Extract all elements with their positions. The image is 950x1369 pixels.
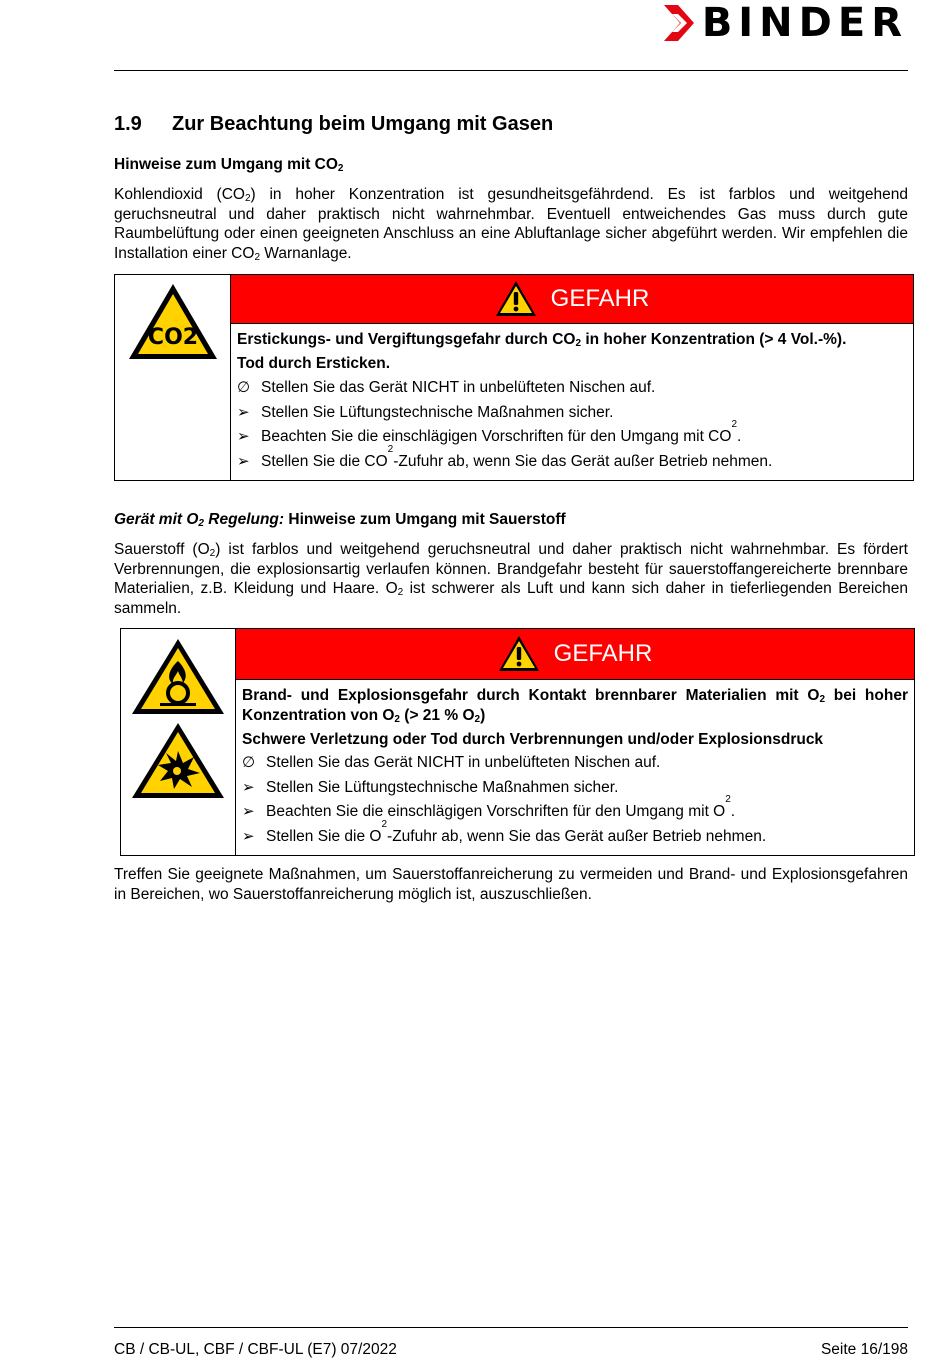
brand-name: BINDER [701, 0, 908, 46]
co2-signal-word: GEFAHR [550, 285, 650, 312]
exclamation-warning-icon [498, 635, 540, 673]
o2-measure-item: ➢ Beachten Sie die einschlägigen Vorschriften für den Umgang mit O 2 . [242, 794, 736, 820]
co2-consequence: Tod durch Ersticken. [237, 355, 391, 372]
o2-danger-content [236, 629, 914, 855]
co2-measure-item: ➢ Stellen Sie die CO 2 -Zufuhr ab, wenn Sie das Gerät außer Betrieb nehmen. [237, 443, 773, 470]
co2-paragraph: Kohlendioxid $(CO_2)$ in hoher Konzentration ist gesundheitsgefährdend. Es ist farblos und weitgehend geruchsneutral und daher praktisch nicht wahrnehmbar. Eventuell entweichendes Gas muss durch gute Raumbelüftung oder einen geeigneten Anschluss an eine Abluftanlage sicher abgeführt werden. Wir empfehlen die Installation einer $CO_2$ Warnanlage. [114, 186, 909, 263]
co2-pictogram-cell [115, 275, 231, 480]
section-title [114, 111, 553, 137]
o2-pictogram-cell [121, 629, 236, 855]
co2-signal-bar [231, 275, 913, 324]
o2-danger-box [120, 628, 915, 856]
co2-warning-sign-icon [126, 281, 220, 363]
explosive-warning-sign-icon [130, 721, 226, 801]
o2-measure-item: ∅ Stellen Sie das Gerät NICHT in unbelüfteten Nischen auf. [242, 754, 661, 771]
svg-text:CO2: CO2 [147, 325, 198, 350]
co2-danger-content [231, 275, 913, 480]
header-rule [114, 70, 908, 71]
o2-measure-item: ➢ Stellen Sie Lüftungstechnische Maßnahmen sicher. [242, 778, 619, 796]
footer-page-number: Seite 16/198 [820, 1341, 908, 1358]
o2-paragraph: Sauerstoff $(O_2)$ ist farblos und weitgehend geruchsneutral und daher praktisch nicht wahrnehmbar. Es fördert Verbrennungen, die explosionsartig verlaufen können. Brandgefahr besteht für sauerstoffangereicherte brennbare Materialien, z.B. Kleidung und Haare. $O_2$ ist schwerer als Luft und kann sich daher in tieferliegenden Bereichen sammeln. [114, 541, 908, 617]
footer-rule [114, 1327, 908, 1328]
co2-danger-box [114, 274, 914, 481]
o2-signal-word: GEFAHR [553, 640, 653, 667]
binder-logo-icon [662, 4, 696, 42]
o2-measure-item: ➢ Stellen Sie die O 2 -Zufuhr ab, wenn Sie das Gerät außer Betrieb nehmen. [242, 818, 767, 845]
footer-document-id: CB / CB-UL, CBF / CBF-UL (E7) 07/2022 [114, 1341, 397, 1358]
co2-hazard-text: Erstickungs- und Vergiftungsgefahr durch $CO_2$ in hoher Konzentration (> 4 Vol.-%). [237, 331, 847, 349]
co2-heading: Hinweise zum Umgang mit $CO_2$ [114, 156, 344, 174]
co2-measure-item: ➢ Beachten Sie die einschlägigen Vorschriften für den Umgang mit CO 2 . [237, 419, 742, 445]
brand-logo [662, 0, 908, 46]
exclamation-warning-icon [495, 280, 537, 318]
closing-paragraph: Treffen Sie geeignete Maßnahmen, um Sauerstoffanreicherung zu vermeiden und Brand- und Explosionsgefahren in Bereichen, wo Sauerstoffanreicherung möglich ist, auszuschließen. [114, 866, 908, 903]
o2-hazard-text: Brand- und Explosionsgefahr durch Kontakt brennbarer Materialien mit $O_2$ bei hoher Konzentration von $O_2$ (> 21 % $O_2$) [242, 687, 908, 725]
section-title-text: Zur Beachtung beim Umgang mit Gasen [172, 113, 554, 135]
section-number: 1.9 [114, 113, 142, 135]
co2-measure-item: ∅ Stellen Sie das Gerät NICHT in unbelüfteten Nischen auf. [237, 379, 656, 396]
oxidizing-warning-sign-icon [130, 637, 226, 717]
o2-consequence: Schwere Verletzung oder Tod durch Verbrennungen und/oder Explosionsdruck [242, 731, 824, 748]
co2-measure-item: ➢ Stellen Sie Lüftungstechnische Maßnahmen sicher. [237, 403, 614, 421]
o2-heading: Gerät mit $O_2$ Regelung: Hinweise zum Umgang mit Sauerstoff [114, 511, 566, 529]
o2-signal-bar [236, 629, 914, 680]
